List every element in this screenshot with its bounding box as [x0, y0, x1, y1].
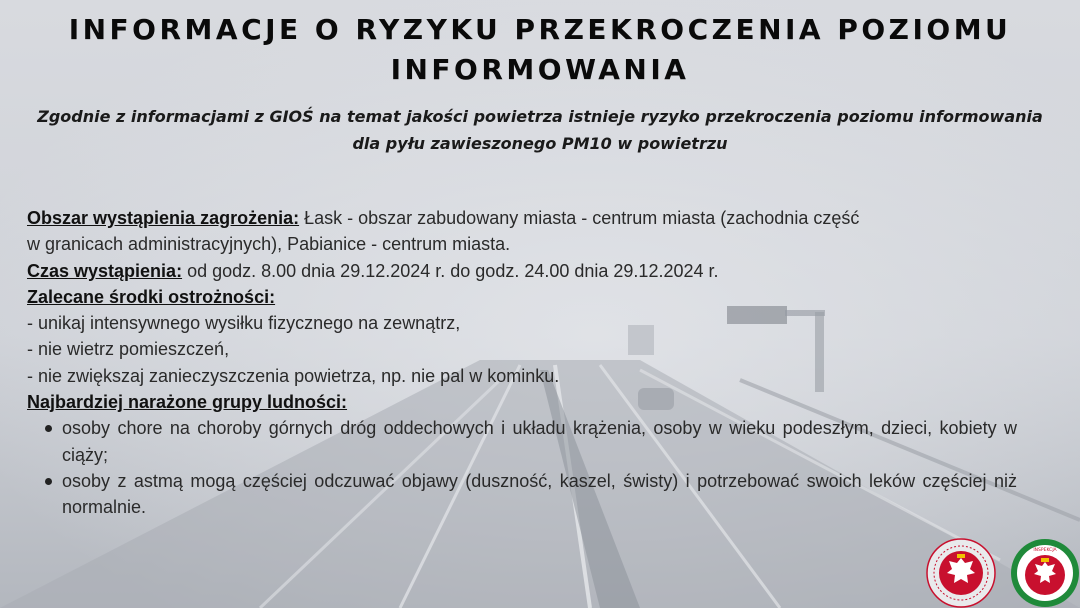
area-text-line-2: w granicach administracyjnych), Pabianice - centrum miasta.: [27, 234, 511, 255]
area-text-line-1: Łask - obszar zabudowany miasta - centrum miasta (zachodnia część: [299, 208, 860, 228]
groups-heading: [27, 389, 1017, 415]
subtitle-line-1: Zgodnie z informacjami z GIOŚ na temat jakości powietrza istnieje ryzyko przekroczenia poziomu informowania: [37, 107, 1043, 126]
list-item: [27, 468, 1017, 521]
groups-label: Najbardziej narażone grupy ludności:: [27, 392, 348, 413]
precautions-label: Zalecane środki ostrożności:: [27, 286, 276, 307]
title-line-1: INFORMACJE O RYZYKU PRZEKROCZENIA POZIOMU: [68, 13, 1012, 46]
subtitle-line-2: dla pyłu zawieszonego PM10 w powietrzu: [352, 134, 728, 153]
groups-item-text: osoby chore na choroby górnych dróg oddechowych i układu krążenia, osoby w wieku podeszłym, dzieci, kobiety w ciąży;: [62, 418, 1017, 465]
polish-eagle-seal-icon: [926, 538, 996, 608]
area-label: Obszar wystąpienia zagrożenia:: [27, 208, 300, 228]
warning-details: [27, 205, 1017, 521]
precaution-item: - nie zwiększaj zanieczyszczenia powietrza, np. nie pal w kominku.: [27, 365, 560, 386]
svg-text:INSPEKCJA: INSPEKCJA: [1033, 548, 1057, 553]
time-label: Czas wystąpienia:: [27, 260, 183, 281]
area-paragraph: [27, 205, 1017, 258]
time-text: od godz. 8.00 dnia 29.12.2024 r. do godz. 24.00 dnia 29.12.2024 r.: [182, 260, 719, 281]
groups-list: [27, 415, 1017, 520]
subtitle: [10, 103, 1070, 157]
precautions-heading: [27, 284, 1017, 310]
page-title: [20, 10, 1060, 90]
inspekcja-ochrony-srodowiska-logo-icon: [1010, 538, 1080, 608]
time-paragraph: [27, 258, 1017, 284]
list-item: [27, 415, 1017, 468]
title-line-2: INFORMOWANIA: [390, 53, 690, 86]
bullet-icon: [45, 478, 52, 485]
bullet-icon: [45, 425, 52, 432]
precaution-item: - unikaj intensywnego wysiłku fizycznego na zewnątrz,: [27, 313, 461, 334]
groups-item-text: osoby z astmą mogą częściej odczuwać objawy (duszność, kaszel, świsty) i potrzebować swoich leków częściej niż normalnie.: [62, 470, 1017, 518]
precaution-item: - nie wietrz pomieszczeń,: [27, 339, 230, 360]
